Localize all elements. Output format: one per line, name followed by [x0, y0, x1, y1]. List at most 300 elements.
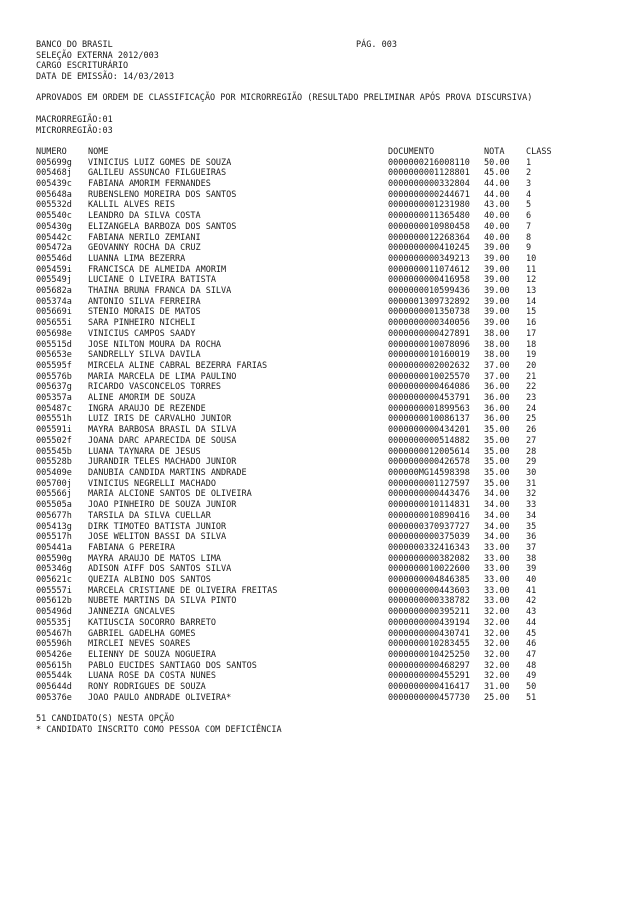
cell-number: 005551h: [36, 414, 72, 425]
cell-document: 0000000010160019: [388, 350, 470, 361]
table-row: [36, 564, 602, 575]
cell-score: 32.00: [484, 660, 510, 671]
table-row: [36, 661, 602, 672]
cell-score: 36.00: [484, 393, 510, 404]
cell-number: 005439c: [36, 179, 72, 189]
table-row: [36, 233, 602, 244]
table-row: [36, 200, 602, 211]
cell-document: 0000000010599436: [388, 286, 470, 297]
cell-number: 005532d: [36, 200, 72, 211]
cell-document: 0000000000455291: [388, 671, 470, 682]
cell-name: GEOVANNY ROCHA DA CRUZ: [88, 243, 201, 254]
cell-document: 0000000000457730: [388, 692, 470, 703]
cell-score: 31.00: [484, 682, 510, 693]
cell-class: 48: [526, 660, 537, 671]
table-row: [36, 650, 602, 661]
cell-number: 005544k: [36, 671, 72, 682]
cell-class: 50: [526, 682, 537, 693]
cell-number: 005566j: [36, 489, 72, 500]
cell-name: JURANDIR TELES MACHADO JUNIOR: [88, 457, 237, 468]
cell-class: 1: [526, 157, 532, 168]
cell-document: 0000000011074612: [388, 264, 470, 275]
cell-class: 36: [526, 532, 537, 543]
cell-name: JANNEZIA GNCALVES: [88, 607, 175, 618]
cell-name: LEANDRO DA SILVA COSTA: [88, 211, 201, 222]
cell-name: FABIANA G PEREIRA: [88, 542, 175, 553]
cell-document: 0000000010025570: [388, 371, 470, 382]
cell-document: 0000000001128801: [388, 168, 470, 179]
cell-document: 0000000000427891: [388, 328, 470, 339]
cell-score: 35.00: [484, 425, 510, 436]
cell-score: 39.00: [484, 253, 510, 264]
cell-number: 005505a: [36, 500, 72, 511]
cell-name: ELIENNY DE SOUZA NOGUEIRA: [88, 649, 216, 660]
cell-class: 23: [526, 393, 537, 404]
table-row: [36, 307, 602, 318]
cell-document: 0000000001127597: [388, 478, 470, 489]
cell-class: 7: [526, 221, 532, 232]
cell-document: 0000000000382082: [388, 553, 470, 564]
cell-number: 005374a: [36, 296, 72, 307]
table-row: [36, 575, 602, 586]
cell-class: 38: [526, 553, 537, 564]
cell-score: 37.00: [484, 371, 510, 382]
cell-class: 21: [526, 371, 537, 382]
cell-score: 39.00: [484, 243, 510, 254]
cell-name: FRANCISCA DE ALMEIDA AMORIM: [88, 264, 227, 275]
cell-document: 0000000000375039: [388, 532, 470, 543]
cell-document: 0000000216008110: [388, 157, 470, 168]
cell-document: 0000000004846385: [388, 575, 470, 586]
cell-number: 005637g: [36, 382, 72, 393]
cell-document: 0000000010086137: [388, 414, 470, 425]
cell-number: 005644d: [36, 682, 72, 693]
cell-score: 25.00: [484, 692, 510, 703]
table-row: [36, 479, 602, 490]
cell-name: KATIUSCIA SOCORRO BARRETO: [88, 617, 216, 628]
cell-number: 005426e: [36, 649, 72, 660]
table-row: [36, 254, 602, 265]
cell-name: NUBETE MARTINS DA SILVA PINTO: [88, 596, 237, 607]
cell-class: 18: [526, 339, 537, 350]
column-header-class: CLASS: [526, 146, 552, 157]
table-row: [36, 607, 602, 618]
cell-score: 33.00: [484, 553, 510, 564]
cell-document: 0000000001231980: [388, 200, 470, 211]
cell-score: 32.00: [484, 671, 510, 682]
cell-name: KALLIL ALVES REIS: [88, 200, 175, 211]
table-row: [36, 671, 602, 682]
cell-name: SANDRELLY SILVA DAVILA: [88, 350, 201, 361]
cell-score: 32.00: [484, 617, 510, 628]
cell-number: 005517h: [36, 532, 72, 543]
cell-name: INGRA ARAUJO DE REZENDE: [88, 403, 206, 414]
cell-number: 005487c: [36, 403, 72, 414]
cell-name: ELIZANGELA BARBOZA DOS SANTOS: [88, 221, 237, 232]
cell-number: 005612b: [36, 596, 72, 607]
table-header-row: [36, 147, 602, 158]
cell-score: 33.00: [484, 564, 510, 575]
cell-number: 005700j: [36, 478, 72, 489]
cell-number: 005528b: [36, 457, 72, 468]
cell-name: RUBENSLENO MOREIRA DOS SANTOS: [88, 189, 237, 200]
cell-number: 005459i: [36, 264, 72, 275]
cell-name: RONY RODRIGUES DE SOUZA: [88, 682, 206, 693]
cell-number: 005409e: [36, 467, 72, 478]
cell-score: 33.00: [484, 596, 510, 607]
cell-class: 13: [526, 286, 537, 297]
cell-score: 44.00: [484, 179, 510, 189]
cell-name: MIRCELA ALINE CABRAL BEZERRA FARIAS: [88, 360, 268, 371]
cell-document: 0000000012005614: [388, 446, 470, 457]
spacer: [36, 104, 602, 115]
cell-number: 005669i: [36, 307, 72, 318]
cell-document: 0000000010283455: [388, 639, 470, 650]
table-row: [36, 404, 602, 415]
table-row: [36, 693, 602, 704]
cell-document: 0000000000464086: [388, 382, 470, 393]
table-row: [36, 222, 602, 233]
cell-class: 40: [526, 575, 537, 586]
cell-class: 27: [526, 435, 537, 446]
document-page: [36, 40, 602, 736]
macro-region: MACRORREGIÃO:01: [36, 114, 113, 125]
table-row: [36, 340, 602, 351]
cell-number: 005591i: [36, 425, 72, 436]
table-row: [36, 329, 602, 340]
cell-document: 0000000000434201: [388, 425, 470, 436]
column-header-name: NOME: [88, 146, 109, 157]
cell-number: 005699g: [36, 157, 72, 168]
cell-number: 005376e: [36, 692, 72, 703]
cell-name: DIRK TIMOTEO BATISTA JUNIOR: [88, 521, 227, 532]
cell-name: MARIA MARCELA DE LIMA PAULINO: [88, 371, 237, 382]
table-row: [36, 179, 602, 190]
cell-number: 005677h: [36, 510, 72, 521]
cell-name: JOAO PINHEIRO DE SOUZA JUNIOR: [88, 500, 237, 511]
table-row: [36, 586, 602, 597]
spacer: [36, 703, 602, 714]
table-row: [36, 425, 602, 436]
cell-number: 005682a: [36, 286, 72, 297]
cell-class: 8: [526, 232, 532, 243]
cell-name: MARCELA CRISTIANE DE OLIVEIRA FREITAS: [88, 585, 278, 596]
cell-number: 005546d: [36, 253, 72, 264]
cell-document: 0000000002002632: [388, 360, 470, 371]
cell-score: 35.00: [484, 435, 510, 446]
cell-class: 35: [526, 521, 537, 532]
cell-score: 35.00: [484, 478, 510, 489]
cell-name: MAYRA ARAUJO DE MATOS LIMA: [88, 553, 222, 564]
cell-class: 46: [526, 639, 537, 650]
cell-score: 39.00: [484, 275, 510, 286]
cell-class: 37: [526, 542, 537, 553]
table-row: [36, 372, 602, 383]
table-row: [36, 500, 602, 511]
cell-score: 39.00: [484, 296, 510, 307]
cell-name: GABRIEL GADELHA GOMES: [88, 628, 196, 639]
cell-name: JOAO PAULO ANDRADE OLIVEIRA*: [88, 692, 232, 703]
cell-class: 41: [526, 585, 537, 596]
cell-document: 0000000000332804: [388, 179, 470, 189]
results-table: [36, 147, 602, 704]
table-row: [36, 489, 602, 500]
header-first-line: [36, 40, 602, 51]
table-row: [36, 629, 602, 640]
cell-name: ANTONIO SILVA FERREIRA: [88, 296, 201, 307]
table-row: [36, 436, 602, 447]
cell-class: 16: [526, 318, 537, 329]
cell-number: 005557i: [36, 585, 72, 596]
cell-number: 005535j: [36, 617, 72, 628]
cell-name: VINICIUS NEGRELLI MACHADO: [88, 478, 216, 489]
table-row: [36, 275, 602, 286]
cell-class: 2: [526, 168, 532, 179]
cell-class: 26: [526, 425, 537, 436]
cell-score: 33.00: [484, 585, 510, 596]
cell-score: 45.00: [484, 168, 510, 179]
table-row: [36, 286, 602, 297]
cell-class: 28: [526, 446, 537, 457]
cell-score: 43.00: [484, 200, 510, 211]
cell-document: 0000000001350738: [388, 307, 470, 318]
table-row: [36, 168, 602, 179]
cell-number: 005549j: [36, 275, 72, 286]
cell-number: 005467h: [36, 628, 72, 639]
cell-number: 005441a: [36, 542, 72, 553]
cell-document: 0000000000443603: [388, 585, 470, 596]
cell-class: 6: [526, 211, 532, 222]
cell-number: 005648a: [36, 189, 72, 200]
candidate-count: 51 CANDIDATO(S) NESTA OPÇÃO: [36, 714, 175, 725]
cell-number: 005590g: [36, 553, 72, 564]
cell-number: 005472a: [36, 243, 72, 254]
table-row: [36, 361, 602, 372]
cell-name: PABLO EUCIDES SANTIAGO DOS SANTOS: [88, 660, 257, 671]
cell-score: 34.00: [484, 500, 510, 511]
cell-score: 32.00: [484, 628, 510, 639]
table-row: [36, 414, 602, 425]
cell-number: 005596h: [36, 639, 72, 650]
cell-document: 0000000000340056: [388, 318, 470, 329]
cell-score: 33.00: [484, 542, 510, 553]
cell-number: 005515d: [36, 339, 72, 350]
cell-document: 0000000000416958: [388, 275, 470, 286]
column-header-document: DOCUMENTO: [388, 146, 435, 157]
cell-number: 005442c: [36, 232, 72, 243]
cell-document: 0000000000430741: [388, 628, 470, 639]
cell-name: JOSE NILTON MOURA DA ROCHA: [88, 339, 222, 350]
cell-number: 005655i: [36, 318, 72, 329]
cell-name: LUANA TAYNARA DE JESUS: [88, 446, 201, 457]
cell-document: 0000000000416417: [388, 682, 470, 693]
table-row: [36, 596, 602, 607]
disability-note: * CANDIDATO INSCRITO COMO PESSOA COM DEFICIÊNCIA: [36, 724, 282, 735]
cell-number: 005653e: [36, 350, 72, 361]
cell-document: 0000000011365480: [388, 211, 470, 222]
cell-name: GALILEU ASSUNCAO FILGUEIRAS: [88, 168, 227, 179]
cell-name: VINICIUS LUIZ GOMES DE SOUZA: [88, 157, 232, 168]
cell-number: 005615h: [36, 660, 72, 671]
cell-document: 0000000010078096: [388, 339, 470, 350]
cell-score: 35.00: [484, 457, 510, 468]
cell-document: 0000000000439194: [388, 617, 470, 628]
cell-score: 35.00: [484, 467, 510, 478]
cell-name: MIRCLEI NEVES SOARES: [88, 639, 191, 650]
table-row: [36, 618, 602, 629]
cell-score: 35.00: [484, 446, 510, 457]
cell-document: 0000000370937727: [388, 521, 470, 532]
cell-name: SARA PINHEIRO NICHELI: [88, 318, 196, 329]
issue-date: DATA DE EMISSÃO: 14/03/2013: [36, 72, 175, 83]
cell-name: MAYRA BARBOSA BRASIL DA SILVA: [88, 425, 237, 436]
cell-document: 0000000010022600: [388, 564, 470, 575]
cell-name: RICARDO VASCONCELOS TORRES: [88, 382, 222, 393]
cell-number: 005595f: [36, 360, 72, 371]
cell-score: 40.00: [484, 232, 510, 243]
cell-score: 38.00: [484, 350, 510, 361]
cell-number: 005698e: [36, 328, 72, 339]
cell-number: 005413g: [36, 521, 72, 532]
cell-class: 43: [526, 607, 537, 618]
cell-class: 17: [526, 328, 537, 339]
cell-class: 4: [526, 189, 532, 200]
cell-class: 10: [526, 253, 537, 264]
micro-region: MICRORREGIÃO:03: [36, 125, 113, 136]
cell-score: 38.00: [484, 328, 510, 339]
cell-document: 0000001309732892: [388, 296, 470, 307]
cell-class: 31: [526, 478, 537, 489]
cell-class: 51: [526, 692, 537, 703]
cell-name: MARIA ALCIONE SANTOS DE OLIVEIRA: [88, 489, 252, 500]
table-row: [36, 522, 602, 533]
cell-document: 0000000000514882: [388, 435, 470, 446]
cell-document: 0000000001899563: [388, 403, 470, 414]
table-row: [36, 350, 602, 361]
table-row: [36, 158, 602, 169]
cell-class: 42: [526, 596, 537, 607]
table-row: [36, 318, 602, 329]
table-row: [36, 682, 602, 693]
cell-class: 24: [526, 403, 537, 414]
intro-text: APROVADOS EM ORDEM DE CLASSIFICAÇÃO POR MICRORREGIÃO (RESULTADO PRELIMINAR APÓS PROVA DISCURSIVA): [36, 93, 533, 104]
cell-document: 0000000000453791: [388, 393, 470, 404]
selection-title: SELEÇÃO EXTERNA 2012/003: [36, 50, 159, 61]
cell-class: 44: [526, 617, 537, 628]
table-row: [36, 532, 602, 543]
cell-document: 0000000000443476: [388, 489, 470, 500]
cell-score: 36.00: [484, 382, 510, 393]
cell-name: DANUBIA CANDIDA MARTINS ANDRADE: [88, 467, 247, 478]
cell-number: 005468j: [36, 168, 72, 179]
cell-document: 0000000010890416: [388, 510, 470, 521]
cell-name: VINICIUS CAMPOS SAADY: [88, 328, 196, 339]
cell-class: 32: [526, 489, 537, 500]
cell-number: 005346g: [36, 564, 72, 575]
cell-name: LUCIANE O LIVEIRA BATISTA: [88, 275, 216, 286]
table-row: [36, 554, 602, 565]
cell-score: 36.00: [484, 403, 510, 414]
position-title: CARGO ESCRITURÁRIO: [36, 61, 129, 72]
cell-class: 12: [526, 275, 537, 286]
table-row: [36, 468, 602, 479]
cell-document: 0000000000338782: [388, 596, 470, 607]
cell-name: LUANNA LIMA BEZERRA: [88, 253, 186, 264]
cell-name: JOSE WELITON BASSI DA SILVA: [88, 532, 227, 543]
cell-score: 40.00: [484, 221, 510, 232]
cell-number: 005621c: [36, 575, 72, 586]
cell-class: 5: [526, 200, 532, 211]
cell-document: 000000MG14598398: [388, 467, 470, 478]
table-row: [36, 297, 602, 308]
cell-name: TARSILA DA SILVA CUELLAR: [88, 510, 211, 521]
cell-name: ALINE AMORIM DE SOUZA: [88, 393, 196, 404]
cell-name: STENIO MORAIS DE MATOS: [88, 307, 201, 318]
cell-class: 15: [526, 307, 537, 318]
cell-score: 39.00: [484, 318, 510, 329]
cell-score: 34.00: [484, 489, 510, 500]
cell-class: 14: [526, 296, 537, 307]
cell-number: 005540c: [36, 211, 72, 222]
cell-class: 25: [526, 414, 537, 425]
spacer: [36, 83, 602, 94]
cell-score: 34.00: [484, 532, 510, 543]
cell-class: 47: [526, 649, 537, 660]
cell-document: 0000000000426578: [388, 457, 470, 468]
cell-class: 9: [526, 243, 532, 254]
table-row: [36, 243, 602, 254]
cell-class: 39: [526, 564, 537, 575]
table-row: [36, 639, 602, 650]
column-header-number: NÚMERO: [36, 146, 67, 157]
org-name: BANCO DO BRASIL: [36, 40, 113, 50]
table-row: [36, 457, 602, 468]
cell-score: 39.00: [484, 286, 510, 297]
cell-score: 33.00: [484, 575, 510, 586]
cell-score: 32.00: [484, 607, 510, 618]
cell-name: FABIANA NERILO ZEMIANI: [88, 232, 201, 243]
spacer: [36, 136, 602, 147]
cell-name: ADISON AIFF DOS SANTOS SILVA: [88, 564, 232, 575]
cell-score: 34.00: [484, 510, 510, 521]
cell-class: 34: [526, 510, 537, 521]
cell-class: 19: [526, 350, 537, 361]
cell-document: 0000000010114831: [388, 500, 470, 511]
cell-class: 29: [526, 457, 537, 468]
cell-score: 44.00: [484, 189, 510, 200]
cell-document: 0000000000395211: [388, 607, 470, 618]
cell-class: 3: [526, 179, 532, 189]
table-row: [36, 511, 602, 522]
cell-score: 34.00: [484, 521, 510, 532]
cell-score: 39.00: [484, 264, 510, 275]
table-row: [36, 382, 602, 393]
table-row: [36, 543, 602, 554]
column-header-score: NOTA: [484, 146, 505, 157]
cell-document: 0000000332416343: [388, 542, 470, 553]
cell-score: 36.00: [484, 414, 510, 425]
cell-class: 22: [526, 382, 537, 393]
cell-name: FABIANA AMORIM FERNANDES: [88, 179, 211, 189]
cell-score: 39.00: [484, 307, 510, 318]
cell-document: 0000000010425250: [388, 649, 470, 660]
cell-score: 32.00: [484, 649, 510, 660]
cell-document: 0000000000244671: [388, 189, 470, 200]
cell-class: 45: [526, 628, 537, 639]
cell-name: QUEZIA ALBINO DOS SANTOS: [88, 575, 211, 586]
cell-class: 33: [526, 500, 537, 511]
cell-number: 005496d: [36, 607, 72, 618]
